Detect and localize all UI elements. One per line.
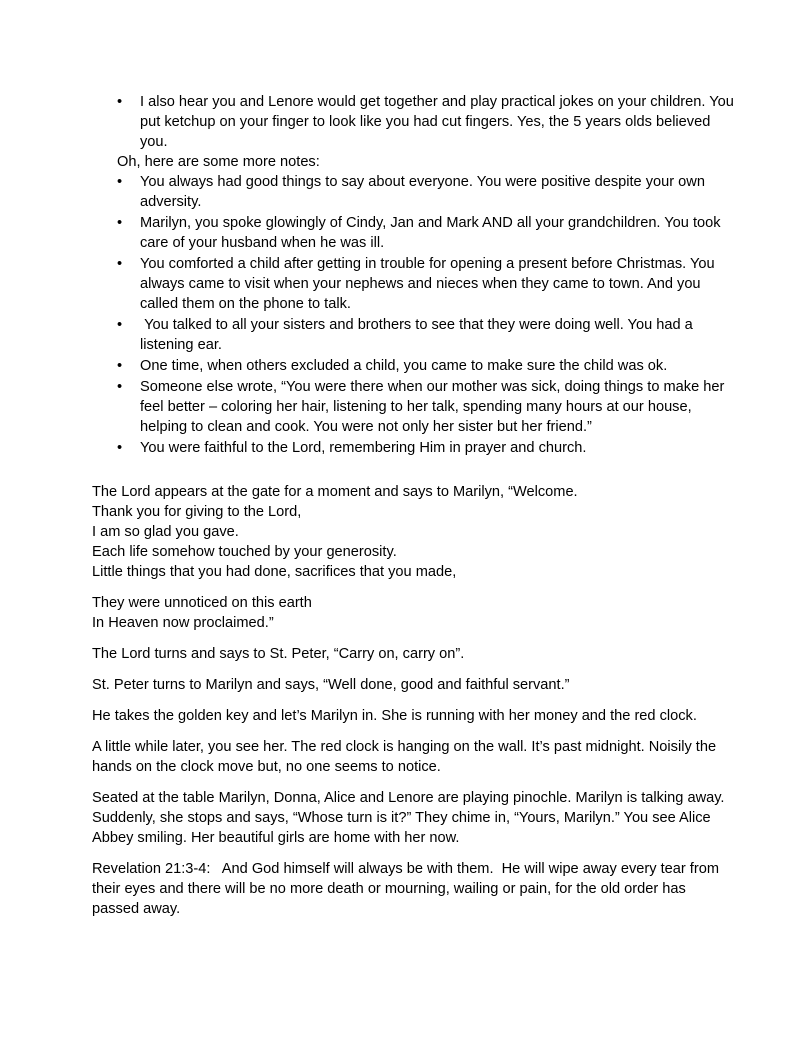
- poem-line: Thank you for giving to the Lord,: [92, 504, 302, 520]
- list-item: [117, 315, 737, 355]
- list-item: [117, 377, 737, 437]
- list-item-text: You were faithful to the Lord, remembering Him in prayer and church.: [140, 440, 587, 456]
- notes-intro: Oh, here are some more notes:: [117, 154, 320, 170]
- bullet-icon: •: [117, 215, 123, 231]
- notes-list: [117, 92, 737, 458]
- bullet-icon: •: [117, 317, 123, 333]
- scripture-paragraph: Revelation 21:3-4: And God himself will always be with them. He will wipe away every tear from their eyes and there will be no more death or mourning, wailing or pain, for the old order has passed away.: [92, 861, 724, 917]
- list-item: [117, 438, 737, 458]
- poem-line: In Heaven now proclaimed.”: [92, 615, 274, 631]
- bullet-icon: •: [117, 256, 123, 272]
- paragraph: A little while later, you see her. The red clock is hanging on the wall. It’s past midnight. Noisily the hands on the clock move but, no one seems to notice.: [92, 739, 717, 775]
- paragraph: He takes the golden key and let’s Marilyn in. She is running with her money and the red clock.: [92, 708, 697, 724]
- poem-line: They were unnoticed on this earth: [92, 595, 312, 611]
- list-item-text: One time, when others excluded a child, you came to make sure the child was ok.: [140, 358, 668, 374]
- list-item-text: You talked to all your sisters and brothers to see that they were doing well. You had a listening ear.: [140, 317, 697, 353]
- paragraph: St. Peter turns to Marilyn and says, “Well done, good and faithful servant.”: [92, 677, 570, 693]
- list-item: [117, 356, 737, 376]
- list-item: [117, 92, 737, 152]
- poem-stanza-1: [92, 482, 732, 582]
- list-item-text: Marilyn, you spoke glowingly of Cindy, Jan and Mark AND all your grandchildren. You took care of your husband when he was ill.: [140, 215, 721, 251]
- poem-line: Little things that you had done, sacrifices that you made,: [92, 564, 457, 580]
- bullet-icon: •: [117, 440, 123, 456]
- list-item-text: You comforted a child after getting in trouble for opening a present before Christmas. You always came to visit when your nephews and nieces when they came to town. And you called them on the phone to talk.: [140, 256, 715, 312]
- bullet-icon: •: [117, 358, 123, 374]
- poem-line: Each life somehow touched by your generosity.: [92, 544, 397, 560]
- story-body: [92, 482, 732, 919]
- list-item: [117, 254, 737, 314]
- bullet-icon: •: [117, 174, 123, 190]
- poem-stanza-2: [92, 593, 732, 633]
- paragraph: The Lord turns and says to St. Peter, “Carry on, carry on”.: [92, 646, 465, 662]
- list-item-text: You always had good things to say about everyone. You were positive despite your own adversity.: [140, 174, 705, 210]
- list-item: [117, 172, 737, 212]
- poem-line: The Lord appears at the gate for a moment and says to Marilyn, “Welcome.: [92, 484, 578, 500]
- poem-line: I am so glad you gave.: [92, 524, 239, 540]
- list-item-text: I also hear you and Lenore would get together and play practical jokes on your children. You put ketchup on your finger to look like you had cut fingers. Yes, the 5 years olds believed you.: [140, 94, 734, 150]
- paragraph: Seated at the table Marilyn, Donna, Alice and Lenore are playing pinochle. Marilyn is talking away. Suddenly, she stops and says, “Whose turn is it?” They chime in, “Yours, Marilyn.” You see Alice Abbey smiling. Her beautiful girls are home with her now.: [92, 790, 725, 846]
- bullet-icon: •: [117, 379, 123, 395]
- list-item: [117, 213, 737, 253]
- bullet-icon: •: [117, 94, 123, 110]
- list-item-text: Someone else wrote, “You were there when our mother was sick, doing things to make her feel better – coloring her hair, listening to her talk, spending many hours at our house, helping to clean and cook. You were not only her sister but her friend.”: [140, 379, 725, 435]
